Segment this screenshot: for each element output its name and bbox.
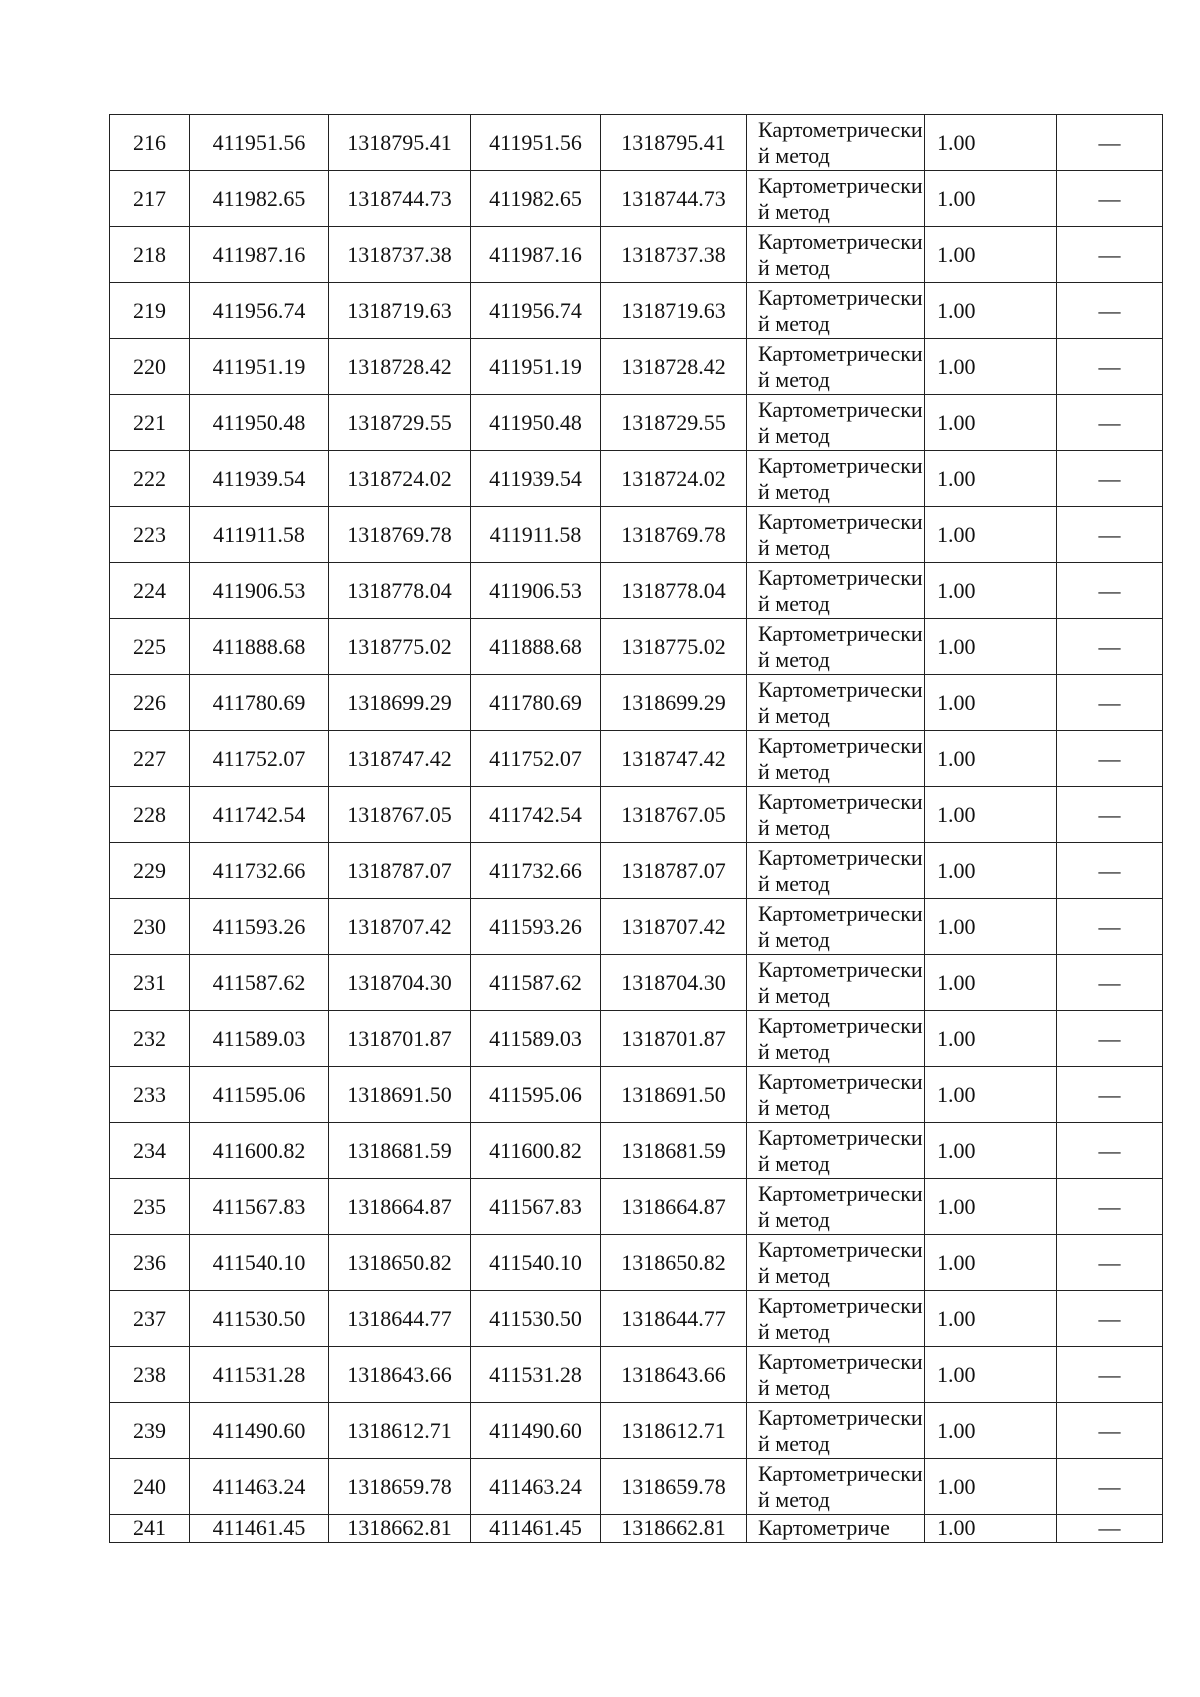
- x-coordinate-existing-cell: 411595.06: [471, 1067, 601, 1123]
- table-row: [110, 1347, 1163, 1403]
- point-number-cell: 221: [110, 395, 190, 451]
- y-coordinate-existing-cell: 1318778.04: [601, 563, 747, 619]
- table-row: [110, 395, 1163, 451]
- x-coordinate-cell: 411950.48: [190, 395, 329, 451]
- x-coordinate-existing-cell: 411600.82: [471, 1123, 601, 1179]
- x-coordinate-cell: 411587.62: [190, 955, 329, 1011]
- x-coordinate-existing-cell: 411587.62: [471, 955, 601, 1011]
- accuracy-cell: 1.00: [925, 1459, 1057, 1515]
- note-cell: —: [1057, 787, 1163, 843]
- point-number-cell: 240: [110, 1459, 190, 1515]
- x-coordinate-existing-cell: 411752.07: [471, 731, 601, 787]
- method-cell: Картометрический метод: [747, 619, 925, 675]
- y-coordinate-cell: 1318744.73: [329, 171, 471, 227]
- y-coordinate-existing-cell: 1318644.77: [601, 1291, 747, 1347]
- table-row: [110, 563, 1163, 619]
- table-row: [110, 1515, 1163, 1543]
- x-coordinate-existing-cell: 411906.53: [471, 563, 601, 619]
- x-coordinate-cell: 411956.74: [190, 283, 329, 339]
- x-coordinate-existing-cell: 411956.74: [471, 283, 601, 339]
- point-number-cell: 233: [110, 1067, 190, 1123]
- table-row: [110, 1179, 1163, 1235]
- y-coordinate-existing-cell: 1318659.78: [601, 1459, 747, 1515]
- x-coordinate-cell: 411939.54: [190, 451, 329, 507]
- y-coordinate-cell: 1318681.59: [329, 1123, 471, 1179]
- accuracy-cell: 1.00: [925, 1515, 1057, 1543]
- accuracy-cell: 1.00: [925, 1067, 1057, 1123]
- table-row: [110, 451, 1163, 507]
- x-coordinate-cell: 411888.68: [190, 619, 329, 675]
- y-coordinate-cell: 1318787.07: [329, 843, 471, 899]
- note-cell: —: [1057, 451, 1163, 507]
- accuracy-cell: 1.00: [925, 395, 1057, 451]
- x-coordinate-existing-cell: 411911.58: [471, 507, 601, 563]
- y-coordinate-cell: 1318778.04: [329, 563, 471, 619]
- method-cell: Картометрический метод: [747, 1459, 925, 1515]
- accuracy-cell: 1.00: [925, 451, 1057, 507]
- y-coordinate-cell: 1318767.05: [329, 787, 471, 843]
- point-number-cell: 232: [110, 1011, 190, 1067]
- point-number-cell: 231: [110, 955, 190, 1011]
- accuracy-cell: 1.00: [925, 115, 1057, 171]
- y-coordinate-existing-cell: 1318775.02: [601, 619, 747, 675]
- point-number-cell: 227: [110, 731, 190, 787]
- x-coordinate-existing-cell: 411589.03: [471, 1011, 601, 1067]
- accuracy-cell: 1.00: [925, 507, 1057, 563]
- y-coordinate-cell: 1318719.63: [329, 283, 471, 339]
- note-cell: —: [1057, 563, 1163, 619]
- note-cell: —: [1057, 1459, 1163, 1515]
- method-cell: Картометрический метод: [747, 675, 925, 731]
- note-cell: —: [1057, 675, 1163, 731]
- x-coordinate-existing-cell: 411987.16: [471, 227, 601, 283]
- y-coordinate-cell: 1318699.29: [329, 675, 471, 731]
- table-row: [110, 955, 1163, 1011]
- y-coordinate-cell: 1318659.78: [329, 1459, 471, 1515]
- accuracy-cell: 1.00: [925, 563, 1057, 619]
- table-row: [110, 619, 1163, 675]
- table-row: [110, 1403, 1163, 1459]
- x-coordinate-existing-cell: 411463.24: [471, 1459, 601, 1515]
- point-number-cell: 238: [110, 1347, 190, 1403]
- note-cell: —: [1057, 1347, 1163, 1403]
- y-coordinate-existing-cell: 1318787.07: [601, 843, 747, 899]
- note-cell: —: [1057, 1235, 1163, 1291]
- y-coordinate-cell: 1318775.02: [329, 619, 471, 675]
- accuracy-cell: 1.00: [925, 1403, 1057, 1459]
- x-coordinate-cell: 411530.50: [190, 1291, 329, 1347]
- x-coordinate-cell: 411982.65: [190, 171, 329, 227]
- note-cell: —: [1057, 843, 1163, 899]
- point-number-cell: 219: [110, 283, 190, 339]
- accuracy-cell: 1.00: [925, 1123, 1057, 1179]
- y-coordinate-cell: 1318724.02: [329, 451, 471, 507]
- accuracy-cell: 1.00: [925, 787, 1057, 843]
- note-cell: —: [1057, 1291, 1163, 1347]
- note-cell: —: [1057, 115, 1163, 171]
- accuracy-cell: 1.00: [925, 227, 1057, 283]
- accuracy-cell: 1.00: [925, 731, 1057, 787]
- accuracy-cell: 1.00: [925, 1291, 1057, 1347]
- y-coordinate-existing-cell: 1318719.63: [601, 283, 747, 339]
- coordinates-table: [109, 114, 1163, 1543]
- accuracy-cell: 1.00: [925, 1011, 1057, 1067]
- point-number-cell: 226: [110, 675, 190, 731]
- y-coordinate-cell: 1318664.87: [329, 1179, 471, 1235]
- point-number-cell: 236: [110, 1235, 190, 1291]
- point-number-cell: 230: [110, 899, 190, 955]
- method-cell: Картометрический метод: [747, 1291, 925, 1347]
- note-cell: —: [1057, 731, 1163, 787]
- method-cell: Картометрический метод: [747, 1067, 925, 1123]
- x-coordinate-cell: 411951.56: [190, 115, 329, 171]
- y-coordinate-existing-cell: 1318795.41: [601, 115, 747, 171]
- x-coordinate-existing-cell: 411742.54: [471, 787, 601, 843]
- y-coordinate-existing-cell: 1318650.82: [601, 1235, 747, 1291]
- note-cell: —: [1057, 619, 1163, 675]
- note-cell: —: [1057, 899, 1163, 955]
- point-number-cell: 237: [110, 1291, 190, 1347]
- method-cell: Картометрический метод: [747, 563, 925, 619]
- point-number-cell: 225: [110, 619, 190, 675]
- y-coordinate-existing-cell: 1318707.42: [601, 899, 747, 955]
- x-coordinate-existing-cell: 411982.65: [471, 171, 601, 227]
- method-cell: Картометрический метод: [747, 899, 925, 955]
- x-coordinate-existing-cell: 411540.10: [471, 1235, 601, 1291]
- method-cell: Картометрический метод: [747, 1011, 925, 1067]
- point-number-cell: 222: [110, 451, 190, 507]
- y-coordinate-cell: 1318747.42: [329, 731, 471, 787]
- accuracy-cell: 1.00: [925, 171, 1057, 227]
- y-coordinate-existing-cell: 1318728.42: [601, 339, 747, 395]
- table-row: [110, 1123, 1163, 1179]
- table-row: [110, 675, 1163, 731]
- method-cell: Картометрический метод: [747, 1403, 925, 1459]
- x-coordinate-existing-cell: 411888.68: [471, 619, 601, 675]
- x-coordinate-cell: 411593.26: [190, 899, 329, 955]
- x-coordinate-existing-cell: 411951.56: [471, 115, 601, 171]
- x-coordinate-existing-cell: 411950.48: [471, 395, 601, 451]
- accuracy-cell: 1.00: [925, 1179, 1057, 1235]
- y-coordinate-cell: 1318691.50: [329, 1067, 471, 1123]
- x-coordinate-existing-cell: 411461.45: [471, 1515, 601, 1543]
- table-row: [110, 843, 1163, 899]
- y-coordinate-existing-cell: 1318643.66: [601, 1347, 747, 1403]
- table-row: [110, 507, 1163, 563]
- method-cell: Картометрический метод: [747, 955, 925, 1011]
- point-number-cell: 229: [110, 843, 190, 899]
- y-coordinate-cell: 1318704.30: [329, 955, 471, 1011]
- x-coordinate-existing-cell: 411593.26: [471, 899, 601, 955]
- x-coordinate-cell: 411595.06: [190, 1067, 329, 1123]
- x-coordinate-existing-cell: 411780.69: [471, 675, 601, 731]
- table-row: [110, 1291, 1163, 1347]
- method-cell: Картометрический метод: [747, 1235, 925, 1291]
- point-number-cell: 241: [110, 1515, 190, 1543]
- table-row: [110, 899, 1163, 955]
- x-coordinate-existing-cell: 411939.54: [471, 451, 601, 507]
- method-cell: Картометрический метод: [747, 787, 925, 843]
- method-cell: Картометрический метод: [747, 227, 925, 283]
- y-coordinate-existing-cell: 1318701.87: [601, 1011, 747, 1067]
- accuracy-cell: 1.00: [925, 899, 1057, 955]
- point-number-cell: 218: [110, 227, 190, 283]
- note-cell: —: [1057, 1011, 1163, 1067]
- x-coordinate-cell: 411987.16: [190, 227, 329, 283]
- table-row: [110, 171, 1163, 227]
- accuracy-cell: 1.00: [925, 955, 1057, 1011]
- x-coordinate-existing-cell: 411567.83: [471, 1179, 601, 1235]
- method-cell: Картометрический метод: [747, 507, 925, 563]
- point-number-cell: 216: [110, 115, 190, 171]
- x-coordinate-existing-cell: 411951.19: [471, 339, 601, 395]
- x-coordinate-cell: 411463.24: [190, 1459, 329, 1515]
- x-coordinate-cell: 411742.54: [190, 787, 329, 843]
- y-coordinate-cell: 1318737.38: [329, 227, 471, 283]
- point-number-cell: 217: [110, 171, 190, 227]
- coordinates-table-body: [110, 115, 1163, 1543]
- table-row: [110, 1011, 1163, 1067]
- y-coordinate-existing-cell: 1318704.30: [601, 955, 747, 1011]
- method-cell: Картометрический метод: [747, 451, 925, 507]
- table-row: [110, 227, 1163, 283]
- x-coordinate-existing-cell: 411531.28: [471, 1347, 601, 1403]
- y-coordinate-cell: 1318729.55: [329, 395, 471, 451]
- note-cell: —: [1057, 1179, 1163, 1235]
- y-coordinate-cell: 1318650.82: [329, 1235, 471, 1291]
- accuracy-cell: 1.00: [925, 1235, 1057, 1291]
- accuracy-cell: 1.00: [925, 1347, 1057, 1403]
- note-cell: —: [1057, 171, 1163, 227]
- table-row: [110, 731, 1163, 787]
- point-number-cell: 220: [110, 339, 190, 395]
- note-cell: —: [1057, 955, 1163, 1011]
- y-coordinate-existing-cell: 1318664.87: [601, 1179, 747, 1235]
- point-number-cell: 224: [110, 563, 190, 619]
- method-cell: Картометрический метод: [747, 283, 925, 339]
- x-coordinate-existing-cell: 411530.50: [471, 1291, 601, 1347]
- accuracy-cell: 1.00: [925, 843, 1057, 899]
- note-cell: —: [1057, 1067, 1163, 1123]
- y-coordinate-existing-cell: 1318767.05: [601, 787, 747, 843]
- note-cell: —: [1057, 1123, 1163, 1179]
- x-coordinate-cell: 411567.83: [190, 1179, 329, 1235]
- x-coordinate-existing-cell: 411732.66: [471, 843, 601, 899]
- note-cell: —: [1057, 283, 1163, 339]
- x-coordinate-cell: 411600.82: [190, 1123, 329, 1179]
- accuracy-cell: 1.00: [925, 619, 1057, 675]
- x-coordinate-cell: 411752.07: [190, 731, 329, 787]
- accuracy-cell: 1.00: [925, 283, 1057, 339]
- y-coordinate-cell: 1318612.71: [329, 1403, 471, 1459]
- y-coordinate-cell: 1318769.78: [329, 507, 471, 563]
- x-coordinate-cell: 411531.28: [190, 1347, 329, 1403]
- y-coordinate-cell: 1318795.41: [329, 115, 471, 171]
- note-cell: —: [1057, 1403, 1163, 1459]
- table-row: [110, 1067, 1163, 1123]
- note-cell: —: [1057, 339, 1163, 395]
- y-coordinate-existing-cell: 1318724.02: [601, 451, 747, 507]
- point-number-cell: 228: [110, 787, 190, 843]
- point-number-cell: 223: [110, 507, 190, 563]
- table-row: [110, 787, 1163, 843]
- x-coordinate-cell: 411951.19: [190, 339, 329, 395]
- table-row: [110, 1459, 1163, 1515]
- y-coordinate-cell: 1318662.81: [329, 1515, 471, 1543]
- y-coordinate-existing-cell: 1318681.59: [601, 1123, 747, 1179]
- method-cell: Картометрический метод: [747, 843, 925, 899]
- method-cell: Картометрический метод: [747, 1179, 925, 1235]
- method-cell: Картометрический метод: [747, 1123, 925, 1179]
- y-coordinate-existing-cell: 1318699.29: [601, 675, 747, 731]
- note-cell: —: [1057, 1515, 1163, 1543]
- method-cell: Картометрический метод: [747, 115, 925, 171]
- table-row: [110, 1235, 1163, 1291]
- y-coordinate-cell: 1318643.66: [329, 1347, 471, 1403]
- x-coordinate-cell: 411540.10: [190, 1235, 329, 1291]
- x-coordinate-cell: 411780.69: [190, 675, 329, 731]
- x-coordinate-cell: 411589.03: [190, 1011, 329, 1067]
- y-coordinate-existing-cell: 1318769.78: [601, 507, 747, 563]
- method-cell: Картометриче: [747, 1515, 925, 1543]
- x-coordinate-cell: 411911.58: [190, 507, 329, 563]
- y-coordinate-cell: 1318728.42: [329, 339, 471, 395]
- method-cell: Картометрический метод: [747, 395, 925, 451]
- table-row: [110, 283, 1163, 339]
- point-number-cell: 234: [110, 1123, 190, 1179]
- y-coordinate-cell: 1318707.42: [329, 899, 471, 955]
- note-cell: —: [1057, 507, 1163, 563]
- y-coordinate-existing-cell: 1318729.55: [601, 395, 747, 451]
- method-cell: Картометрический метод: [747, 731, 925, 787]
- method-cell: Картометрический метод: [747, 171, 925, 227]
- y-coordinate-existing-cell: 1318691.50: [601, 1067, 747, 1123]
- point-number-cell: 235: [110, 1179, 190, 1235]
- y-coordinate-existing-cell: 1318737.38: [601, 227, 747, 283]
- x-coordinate-cell: 411906.53: [190, 563, 329, 619]
- x-coordinate-cell: 411461.45: [190, 1515, 329, 1543]
- method-cell: Картометрический метод: [747, 1347, 925, 1403]
- accuracy-cell: 1.00: [925, 675, 1057, 731]
- x-coordinate-existing-cell: 411490.60: [471, 1403, 601, 1459]
- y-coordinate-cell: 1318701.87: [329, 1011, 471, 1067]
- accuracy-cell: 1.00: [925, 339, 1057, 395]
- y-coordinate-existing-cell: 1318662.81: [601, 1515, 747, 1543]
- note-cell: —: [1057, 227, 1163, 283]
- method-cell: Картометрический метод: [747, 339, 925, 395]
- y-coordinate-existing-cell: 1318747.42: [601, 731, 747, 787]
- y-coordinate-existing-cell: 1318744.73: [601, 171, 747, 227]
- table-row: [110, 339, 1163, 395]
- x-coordinate-cell: 411490.60: [190, 1403, 329, 1459]
- x-coordinate-cell: 411732.66: [190, 843, 329, 899]
- y-coordinate-existing-cell: 1318612.71: [601, 1403, 747, 1459]
- table-row: [110, 115, 1163, 171]
- y-coordinate-cell: 1318644.77: [329, 1291, 471, 1347]
- note-cell: —: [1057, 395, 1163, 451]
- point-number-cell: 239: [110, 1403, 190, 1459]
